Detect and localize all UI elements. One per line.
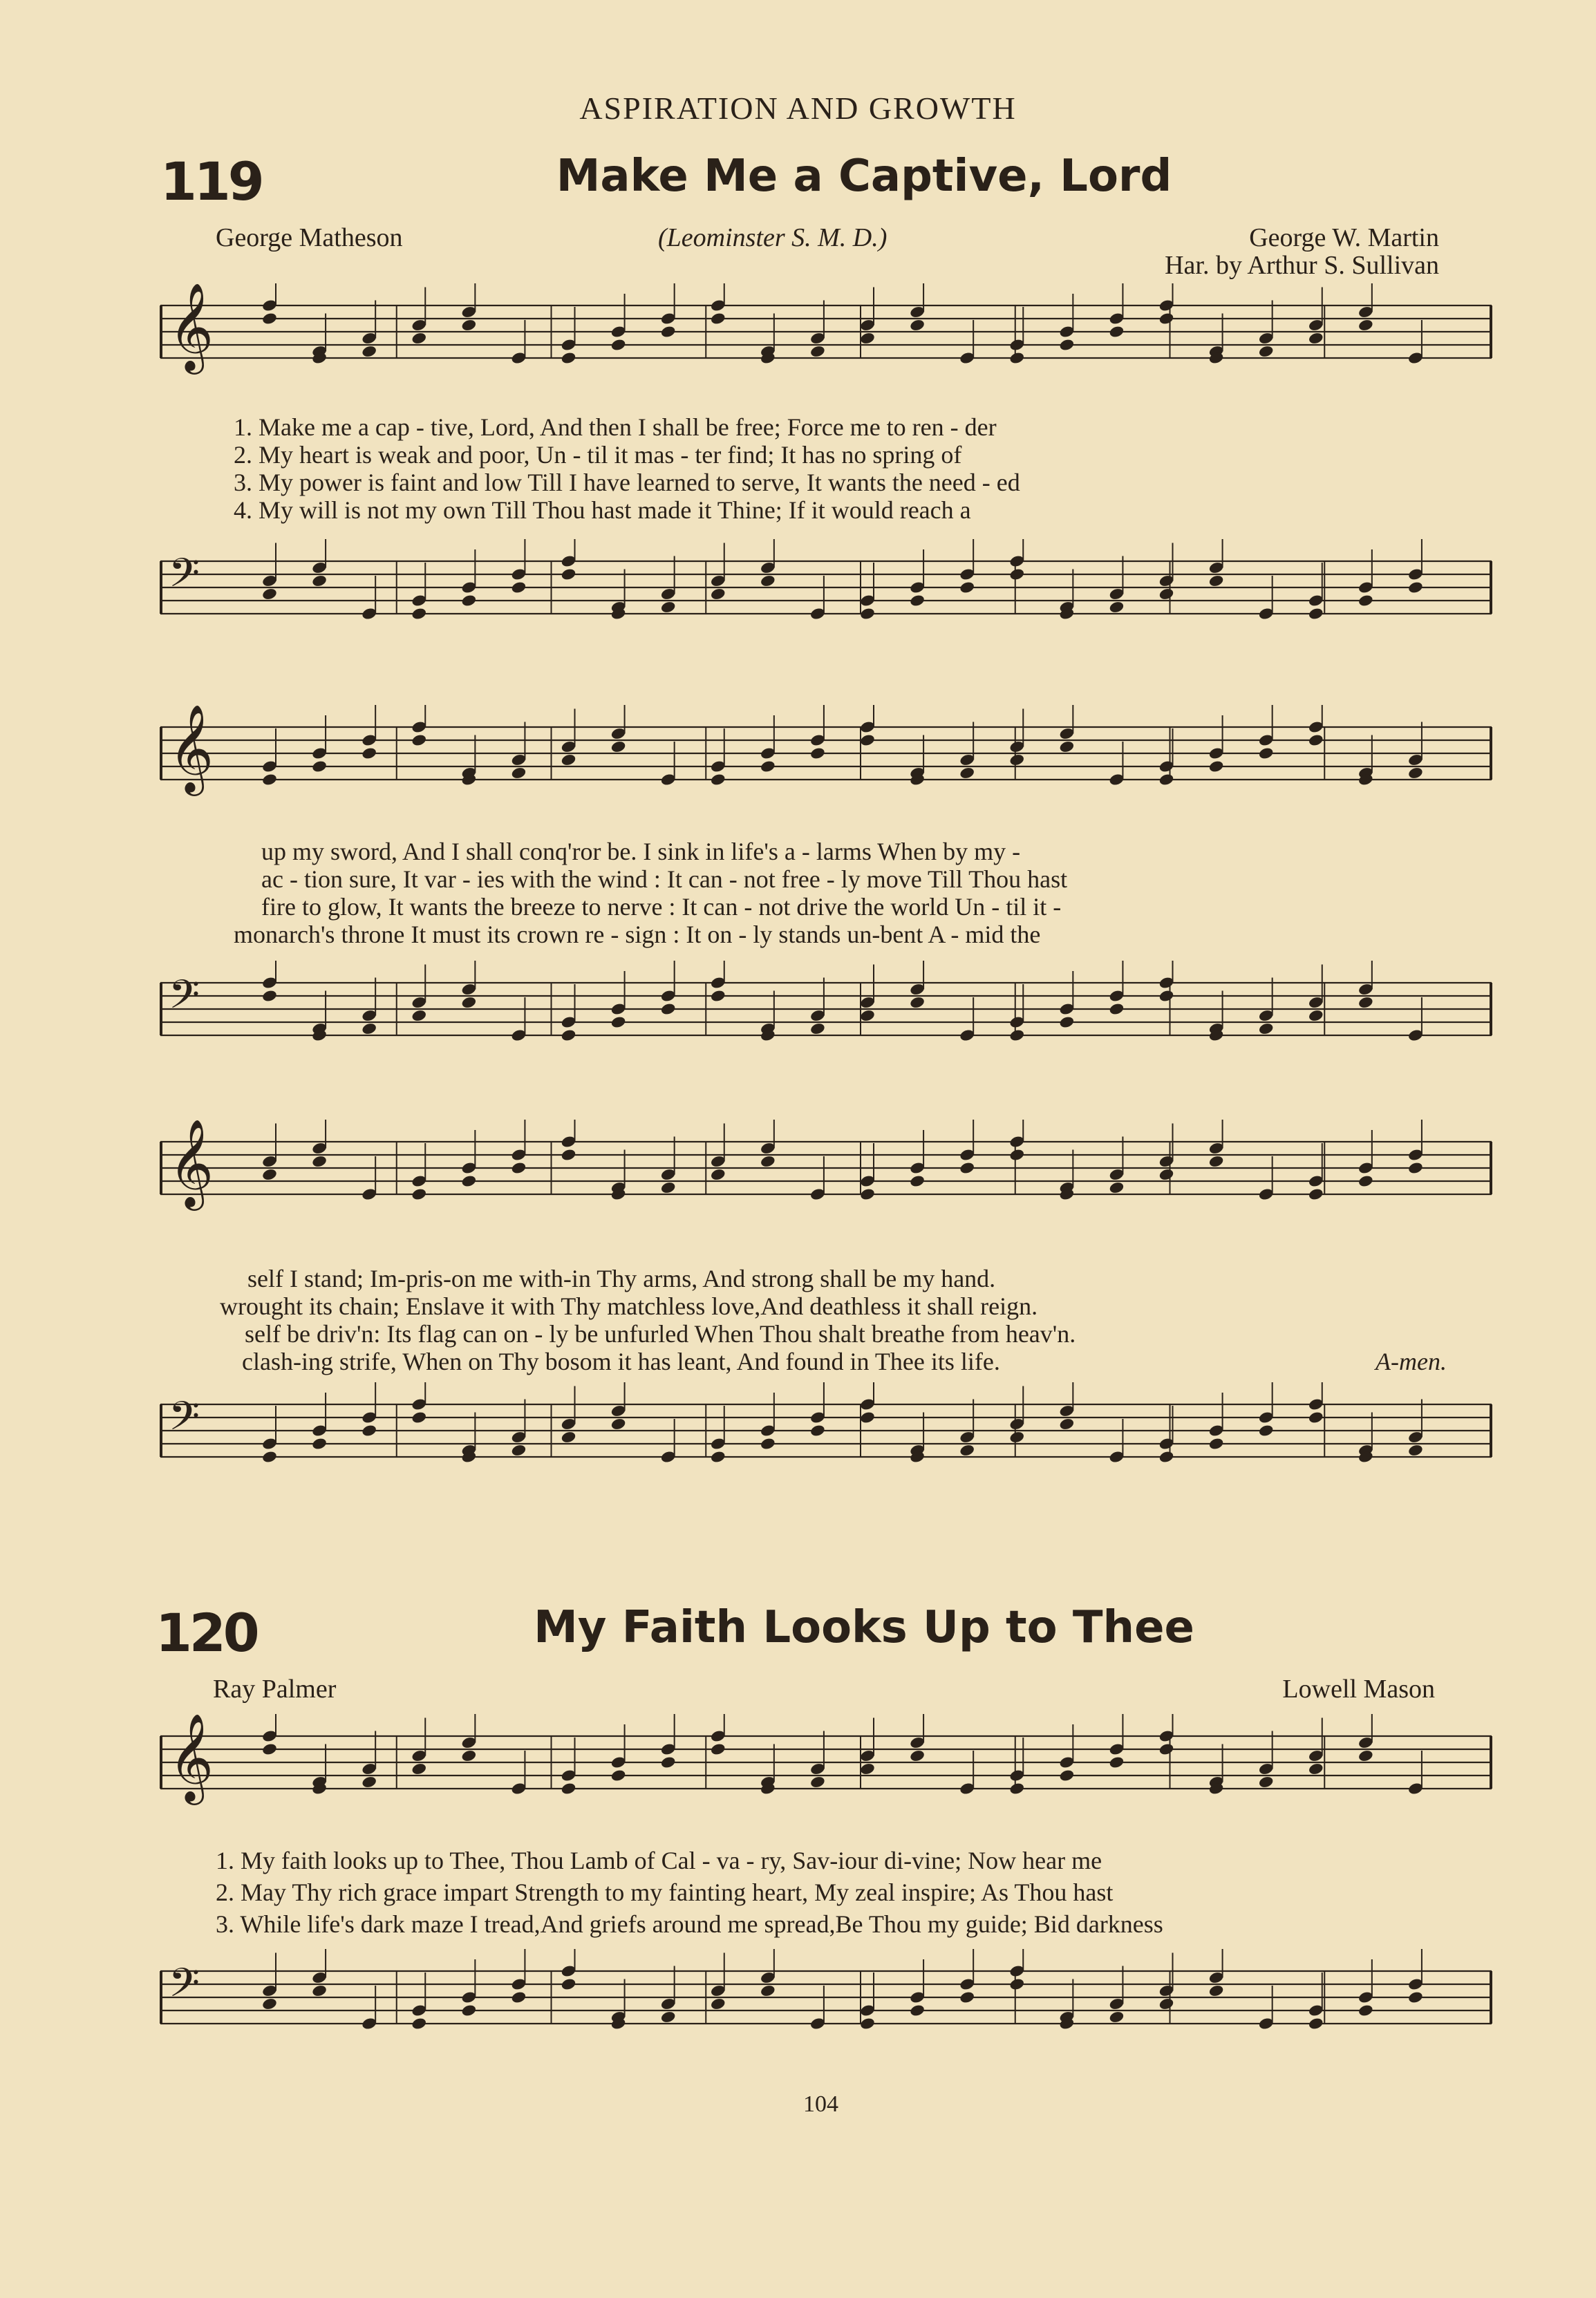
hymn-number: 119 (160, 151, 262, 212)
lyric-verse-3: 3. My power is faint and low Till I have learned to serve, It wants the need - ed (234, 469, 1020, 496)
hymn-title: My Faith Looks Up to Thee (534, 1602, 1194, 1653)
treble-staff (159, 283, 1493, 394)
lyric-verse-3: self be driv'n: Its flag can on - ly be unfurled When Thou shalt breathe from heav'n. (245, 1320, 1076, 1348)
svg-text:𝄢: 𝄢 (169, 549, 200, 606)
svg-text:𝄢: 𝄢 (169, 971, 200, 1028)
lyric-verse-1: 1. My faith looks up to Thee, Thou Lamb of Cal - va - ry, Sav-iour di-vine; Now hear me (216, 1847, 1102, 1874)
svg-text:𝄢: 𝄢 (169, 1393, 200, 1449)
lyric-verse-1: 1. Make me a cap - tive, Lord, And then I shall be free; Force me to ren - der (234, 413, 997, 441)
lyric-verse-1: self I stand; Im-pris-on me with-in Thy arms, And strong shall be my hand. (247, 1265, 996, 1292)
hymn-title: Make Me a Captive, Lord (556, 151, 1172, 202)
svg-text:𝄞: 𝄞 (169, 705, 214, 792)
hymn-number: 120 (156, 1602, 257, 1664)
treble-staff (159, 705, 1493, 829)
bass-staff (159, 961, 1493, 1085)
section-heading: ASPIRATION AND GROWTH (579, 91, 1017, 126)
composer-credit: George W. Martin (1249, 223, 1439, 252)
author-credit: Ray Palmer (213, 1675, 337, 1704)
lyric-verse-4: clash-ing strife, When on Thy bosom it has leant, And found in Thee its life. (242, 1348, 1000, 1375)
lyric-verse-3: 3. While life's dark maze I tread,And griefs around me spread,Be Thou my guide; Bid darkness (216, 1910, 1163, 1938)
lyric-verse-2: 2. May Thy rich grace impart Strength to my fainting heart, My zeal inspire; As Thou hast (216, 1878, 1114, 1906)
svg-text:𝄞: 𝄞 (169, 1714, 214, 1801)
lyric-verse-4: monarch's throne It must its crown re - sign : It on - ly stands un-bent A - mid the (234, 921, 1041, 948)
page-number: 104 (803, 2091, 838, 2117)
harmonizer-credit: Har. by Arthur S. Sullivan (1165, 251, 1439, 280)
lyric-verse-2: wrought its chain; Enslave it with Thy matchless love,And deathless it shall reign. (220, 1292, 1038, 1320)
lyric-verse-4: 4. My will is not my own Till Thou hast made it Thine; If it would reach a (234, 496, 971, 524)
treble-staff (159, 1120, 1493, 1244)
amen-label: A-men. (1376, 1348, 1447, 1375)
lyric-verse-3: fire to glow, It wants the breeze to nerve : It can - not drive the world Un - til it - (261, 893, 1062, 921)
lyric-verse-2: ac - tion sure, It var - ies with the wind : It can - not free - ly move Till Thou hast (261, 865, 1068, 893)
svg-text:𝄞: 𝄞 (169, 283, 214, 370)
tune-name: (Leominster S. M. D.) (658, 223, 888, 252)
treble-staff (159, 1714, 1493, 1838)
svg-text:𝄞: 𝄞 (169, 1120, 214, 1207)
bass-staff (159, 1949, 1493, 2073)
bass-staff (159, 539, 1493, 650)
author-credit: George Matheson (216, 223, 403, 252)
lyric-verse-2: 2. My heart is weak and poor, Un - til it mas - ter find; It has no spring of (234, 441, 962, 469)
bass-staff (159, 1382, 1493, 1541)
svg-text:𝄢: 𝄢 (169, 1959, 200, 2016)
lyric-verse-1: up my sword, And I shall conq'ror be. I sink in life's a - larms When by my - (261, 838, 1021, 865)
composer-credit: Lowell Mason (1282, 1675, 1435, 1704)
